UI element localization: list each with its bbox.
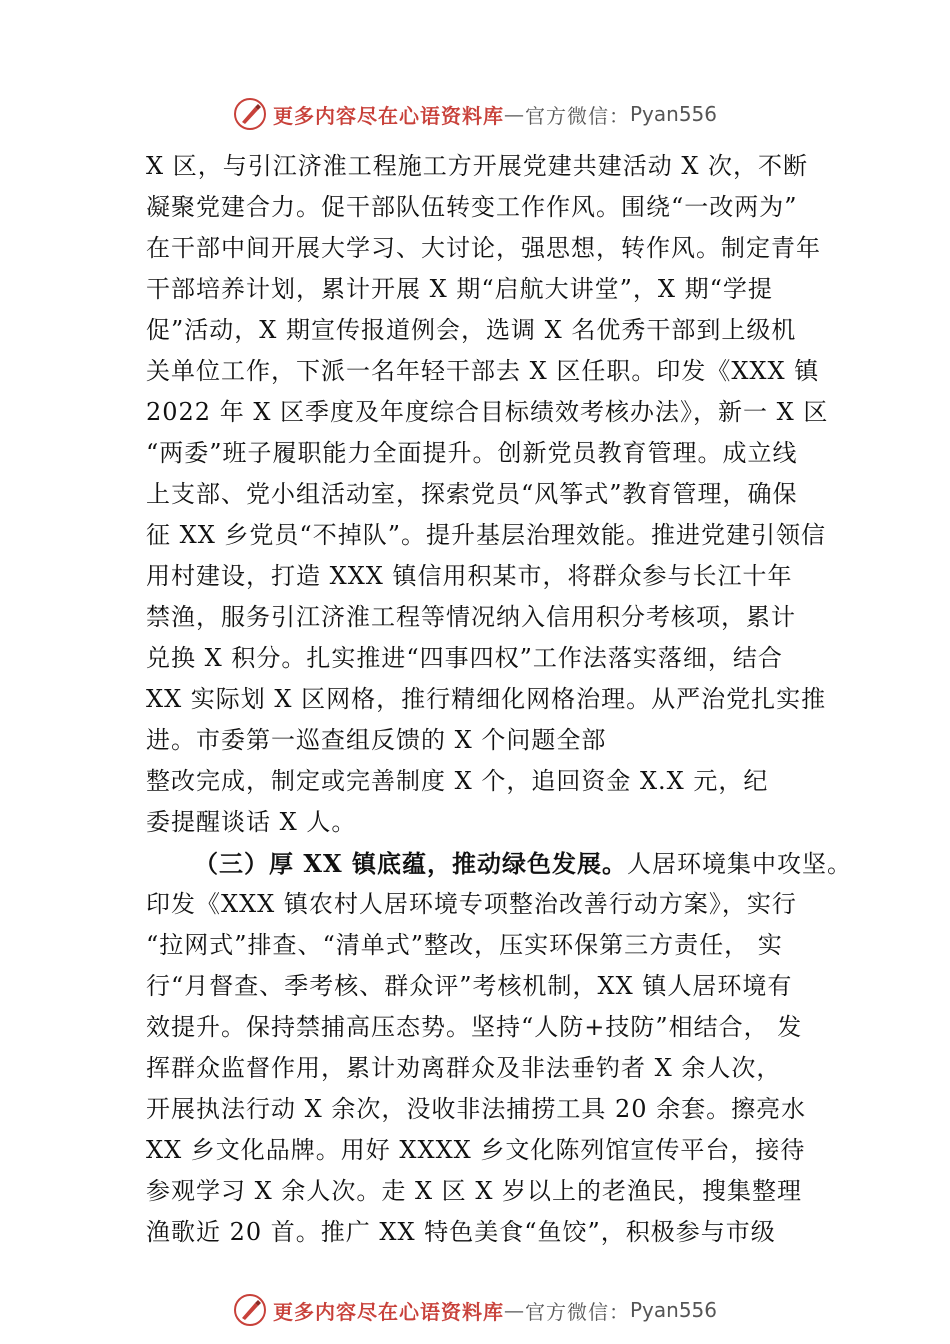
pen-logo-icon [233,97,267,131]
text-line: 干部培养计划，累计开展 X 期“启航大讲堂”，X 期“学提 [146,275,773,303]
section-heading-line [146,843,852,884]
text-line: 征 XX 乡党员“不掉队”。提升基层治理效能。推进党建引领信 [146,521,826,549]
text-line: 委提醒谈话 X 人。 [146,808,357,836]
text-line: 凝聚党建合力。促干部队伍转变工作作风。围绕“一改两为” [146,193,798,221]
text-line: 效提升。保持禁捕高压态势。坚持“人防+技防”相结合， 发 [146,1013,803,1041]
text-line: 在干部中间开展大学习、大讨论，强思想，转作风。制定青年 [146,234,821,262]
text-line: 兑换 X 积分。扎实推进“四事四权”工作法落实落细，结合 [146,644,783,672]
banner-wechat-label: 官方微信： [524,103,630,128]
document-body [146,146,852,1253]
text-line: “两委”班子履职能力全面提升。创新党员教育管理。成立线 [146,439,798,467]
banner-wechat-id: Pyan556 [629,102,717,126]
text-line: 用村建设，打造 XXX 镇信用积某市，将群众参与长江十年 [146,562,793,590]
text-line: 开展执法行动 X 余次，没收非法捕捞工具 20 余套。擦亮水 [146,1095,807,1123]
text-line: 禁渔，服务引江济淮工程等情况纳入信用积分考核项，累计 [146,603,796,631]
text-line: 渔歌近 20 首。推广 XX 特色美食“鱼饺”，积极参与市级 [146,1218,776,1246]
section-first-text: 人居环境集中攻坚。 [626,850,852,878]
text-line: 行“月督查、季考核、群众评”考核机制，XX 镇人居环境有 [146,972,793,1000]
text-line: 参观学习 X 余人次。走 X 区 X 岁以上的老渔民，搜集整理 [146,1177,803,1205]
text-line: 印发《XXX 镇农村人居环境专项整治改善行动方案》，实行 [146,890,797,918]
text-line: XX 乡文化品牌。用好 XXXX 乡文化陈列馆宣传平台，接待 [146,1136,806,1164]
text-line: 关单位工作，下派一名年轻干部去 X 区任职。印发《XXX 镇 [146,357,820,385]
text-line: 进。市委第一巡查组反馈的 X 个问题全部 [146,726,607,754]
banner-wechat-id: Pyan556 [629,1298,717,1322]
banner-wechat-label: 官方微信： [524,1299,630,1324]
text-line: 整改完成，制定或完善制度 X 个，追回资金 X.X 元，纪 [146,767,769,795]
text-line: “拉网式”排查、“清单式”整改，压实环保第三方责任， 实 [146,931,783,959]
banner-dash: — [503,102,525,126]
section-heading: （三）厚 XX 镇底蕴，推动绿色发展。 [194,849,627,878]
text-line: 上支部、党小组活动室，探索党员“风筝式”教育管理，确保 [146,480,798,508]
pen-logo-icon [233,1293,267,1327]
text-line: XX 实际划 X 区网格，推行精细化网格治理。从严治党扎实推 [146,685,827,713]
banner-library-text: 更多内容尽在心语资料库 [272,103,504,128]
text-line: X 区，与引江济淮工程施工方开展党建共建活动 X 次，不断 [146,152,809,180]
text-line: 挥群众监督作用，累计劝离群众及非法垂钓者 X 余人次， [146,1054,782,1082]
banner-dash: — [503,1298,525,1322]
footer-banner [0,1288,950,1332]
banner-library-text: 更多内容尽在心语资料库 [272,1299,504,1324]
header-banner [0,92,950,136]
text-line: 2022 年 X 区季度及年度综合目标绩效考核办法》，新一 X 区 [146,398,829,426]
text-line: 促”活动，X 期宣传报道例会，选调 X 名优秀干部到上级机 [146,316,797,344]
